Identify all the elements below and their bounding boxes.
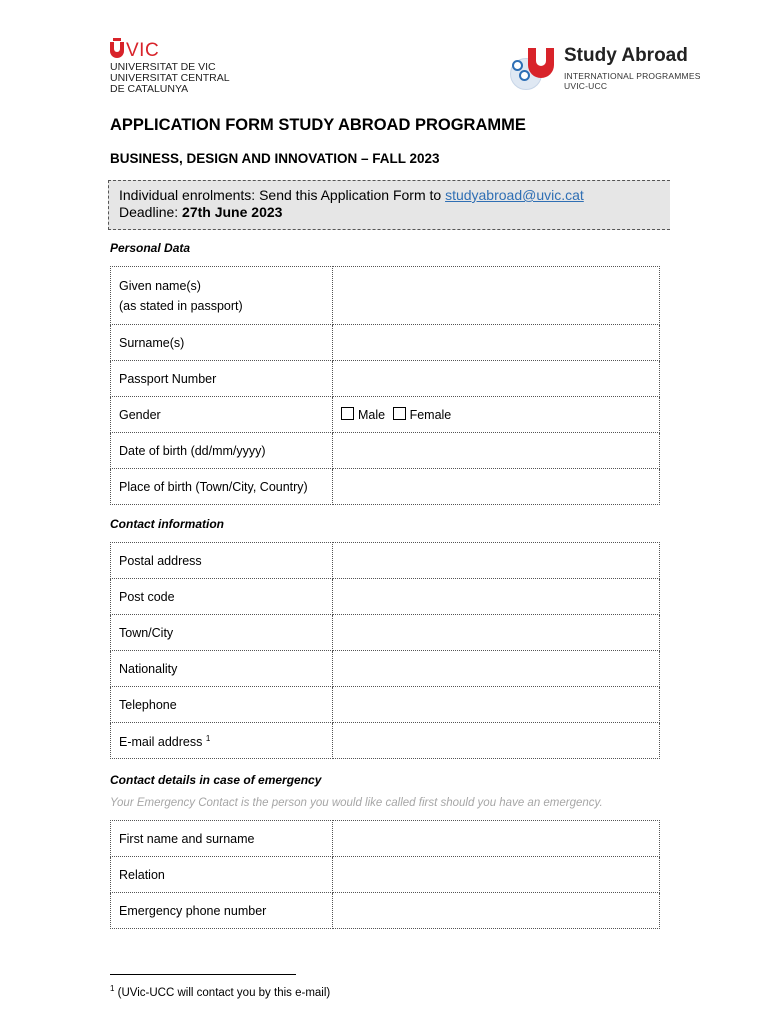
given-name-field[interactable] (333, 267, 660, 325)
date-of-birth-field[interactable] (333, 433, 660, 469)
telephone-label: Telephone (111, 687, 333, 723)
page-title: APPLICATION FORM STUDY ABROAD PROGRAMME (110, 116, 526, 134)
passport-number-label: Passport Number (111, 361, 333, 397)
date-of-birth-label: Date of birth (dd/mm/yyyy) (111, 433, 333, 469)
emergency-phone-label: Emergency phone number (111, 893, 333, 929)
email-address-label: E-mail address $^1$ (111, 723, 333, 759)
contact-info-table (110, 542, 660, 759)
place-of-birth-label: Place of birth (Town/City, Country) (111, 469, 333, 505)
notice-line-1: Individual enrolments: Send this Application Form to studyabroad@uvic.cat (119, 187, 584, 203)
personal-data-table (110, 266, 660, 505)
uvic-u-icon (110, 42, 124, 58)
post-code-label: Post code (111, 579, 333, 615)
surname-label: Surname(s) (111, 325, 333, 361)
given-name-label: Given name(s) (as stated in passport) (111, 267, 333, 325)
page-subtitle: BUSINESS, DESIGN AND INNOVATION – FALL 2023 (110, 151, 440, 166)
uvic-line-1: UNIVERSITAT DE VIC (110, 61, 216, 73)
personal-data-heading: Personal Data (110, 241, 191, 255)
emergency-table (110, 820, 660, 929)
relation-field[interactable] (333, 857, 660, 893)
male-option-label: Male (358, 408, 386, 422)
nationality-label: Nationality (111, 651, 333, 687)
email-link[interactable]: studyabroad@uvic.cat (445, 187, 584, 203)
emergency-phone-field[interactable] (333, 893, 660, 929)
uvic-wordmark: VIC (126, 39, 160, 61)
town-city-field[interactable] (333, 615, 660, 651)
study-abroad-title: Study Abroad (564, 45, 688, 66)
notice-box (108, 180, 670, 230)
study-abroad-logo (510, 46, 701, 91)
emergency-hint: Your Emergency Contact is the person you would like called first should you have an emergency. (110, 797, 603, 809)
nationality-field[interactable] (333, 651, 660, 687)
telephone-field[interactable] (333, 687, 660, 723)
emergency-heading: Contact details in case of emergency (110, 773, 322, 787)
footnote-divider (110, 974, 296, 975)
notice-line-2: Deadline: 27th June 2023 (119, 204, 283, 220)
gender-label: Gender (111, 397, 333, 433)
contact-info-heading: Contact information (110, 517, 224, 531)
emergency-name-label: First name and surname (111, 821, 333, 857)
globe-icon (510, 46, 556, 90)
postal-address-label: Postal address (111, 543, 333, 579)
deadline-value: 27th June 2023 (182, 204, 283, 220)
emergency-name-field[interactable] (333, 821, 660, 857)
male-checkbox[interactable] (341, 407, 354, 420)
footnote-mark: 1 (205, 733, 211, 743)
study-abroad-line-1: INTERNATIONAL PROGRAMMES (564, 71, 701, 81)
place-of-birth-field[interactable] (333, 469, 660, 505)
footnote: $^1$ (UVic-UCC will contact you by this e-mail) (110, 984, 331, 999)
post-code-field[interactable] (333, 579, 660, 615)
relation-label: Relation (111, 857, 333, 893)
postal-address-field[interactable] (333, 543, 660, 579)
passport-number-field[interactable] (333, 361, 660, 397)
email-address-field[interactable] (333, 723, 660, 759)
uvic-line-2: UNIVERSITAT CENTRAL (110, 72, 230, 84)
gender-field (333, 397, 660, 433)
female-checkbox[interactable] (393, 407, 406, 420)
uvic-line-3: DE CATALUNYA (110, 83, 189, 95)
uvic-logo (110, 40, 230, 95)
surname-field[interactable] (333, 325, 660, 361)
female-option-label: Female (409, 408, 452, 422)
town-city-label: Town/City (111, 615, 333, 651)
study-abroad-line-2: UVIC-UCC (564, 81, 608, 91)
